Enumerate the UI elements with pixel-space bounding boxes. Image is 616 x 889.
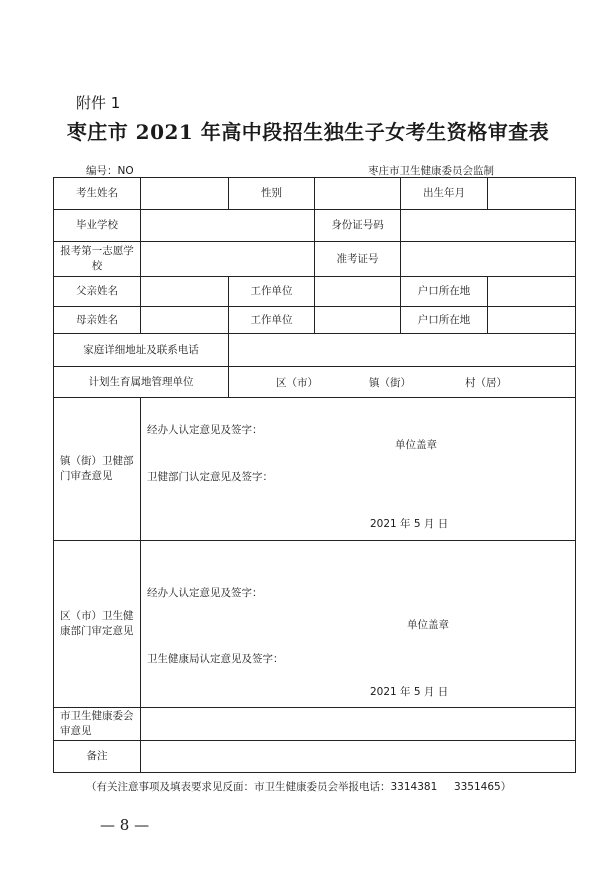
address-phone-label: 家庭详细地址及联系电话: [54, 334, 229, 367]
row-planning-unit: [54, 367, 576, 398]
mother-household-field[interactable]: [488, 307, 576, 334]
row-choice-exam: [54, 242, 576, 277]
planning-unit-field[interactable]: [229, 367, 576, 398]
father-household-field[interactable]: [488, 277, 576, 307]
father-work-unit-field[interactable]: [315, 277, 401, 307]
row-town-review: [54, 398, 576, 541]
exam-number-label: 准考证号: [315, 242, 401, 277]
remarks-label: 备注: [54, 741, 141, 773]
graduate-school-field[interactable]: [141, 210, 315, 242]
district-bureau-opinion: 卫生健康局认定意见及签字：: [147, 653, 284, 665]
mother-name-field[interactable]: [141, 307, 229, 334]
gender-field[interactable]: [315, 178, 401, 210]
city-review-text: 市卫生健康委会审意见: [60, 710, 134, 737]
district-review-label: [54, 541, 141, 708]
mother-name-label: 母亲姓名: [54, 307, 141, 334]
mother-work-unit-label: 工作单位: [229, 307, 315, 334]
district-review-text: 区（市）卫生健康部门审定意见: [60, 610, 134, 637]
father-household-label: 户口所在地: [401, 277, 488, 307]
row-student-info: [54, 178, 576, 210]
city-review-label: [54, 708, 141, 741]
qualification-form-table: [53, 177, 576, 773]
form-title: 枣庄市 2021 年高中段招生独生子女考生资格审查表: [66, 120, 550, 144]
remarks-field[interactable]: [141, 741, 576, 773]
issuer-label: 枣庄市卫生健康委员会监制: [368, 165, 494, 177]
district-handler-opinion: 经办人认定意见及签字：: [147, 587, 263, 599]
town-review-label: [54, 398, 141, 541]
district-date: 2021 年 5 月 日: [370, 686, 449, 698]
student-name-label: 考生姓名: [54, 178, 141, 210]
graduate-school-label: 毕业学校: [54, 210, 141, 242]
row-mother: [54, 307, 576, 334]
town-review-field[interactable]: [141, 398, 576, 541]
father-work-unit-label: 工作单位: [229, 277, 315, 307]
address-phone-field[interactable]: [229, 334, 576, 367]
row-school-id: [54, 210, 576, 242]
district-review-field[interactable]: [141, 541, 576, 708]
first-choice-field[interactable]: [141, 242, 315, 277]
town-review-text: 镇（街）卫健部门审查意见: [60, 455, 134, 482]
row-city-review: [54, 708, 576, 741]
city-review-field[interactable]: [141, 708, 576, 741]
town-unit-seal: 单位盖章: [395, 439, 437, 451]
first-choice-label: 报考第一志愿学校: [54, 242, 141, 277]
exam-number-field[interactable]: [401, 242, 576, 277]
town-handler-opinion: 经办人认定意见及签字：: [147, 424, 263, 436]
row-father: [54, 277, 576, 307]
father-name-label: 父亲姓名: [54, 277, 141, 307]
district-label: 区（市）: [276, 377, 318, 389]
village-label: 村（居）: [465, 377, 507, 389]
row-address-phone: [54, 334, 576, 367]
footnote: （有关注意事项及填表要求见反面：市卫生健康委员会举报电话：3314381 3351465）: [86, 781, 512, 793]
town-dept-opinion: 卫健部门认定意见及签字：: [147, 471, 273, 483]
attachment-label: 附件 1: [76, 94, 121, 112]
birth-label: 出生年月: [401, 178, 488, 210]
id-number-label: 身份证号码: [315, 210, 401, 242]
id-number-field[interactable]: [401, 210, 576, 242]
gender-label: 性别: [229, 178, 315, 210]
row-remarks: [54, 741, 576, 773]
mother-household-label: 户口所在地: [401, 307, 488, 334]
district-unit-seal: 单位盖章: [407, 619, 449, 631]
serial-number-label: 编号：NO: [86, 165, 134, 177]
birth-field[interactable]: [488, 178, 576, 210]
town-date: 2021 年 5 月 日: [370, 518, 449, 530]
planning-unit-label: 计划生育属地管理单位: [54, 367, 229, 398]
row-district-review: [54, 541, 576, 708]
town-label: 镇（街）: [369, 377, 411, 389]
student-name-field[interactable]: [141, 178, 229, 210]
mother-work-unit-field[interactable]: [315, 307, 401, 334]
page-number: — 8 —: [100, 816, 150, 834]
father-name-field[interactable]: [141, 277, 229, 307]
